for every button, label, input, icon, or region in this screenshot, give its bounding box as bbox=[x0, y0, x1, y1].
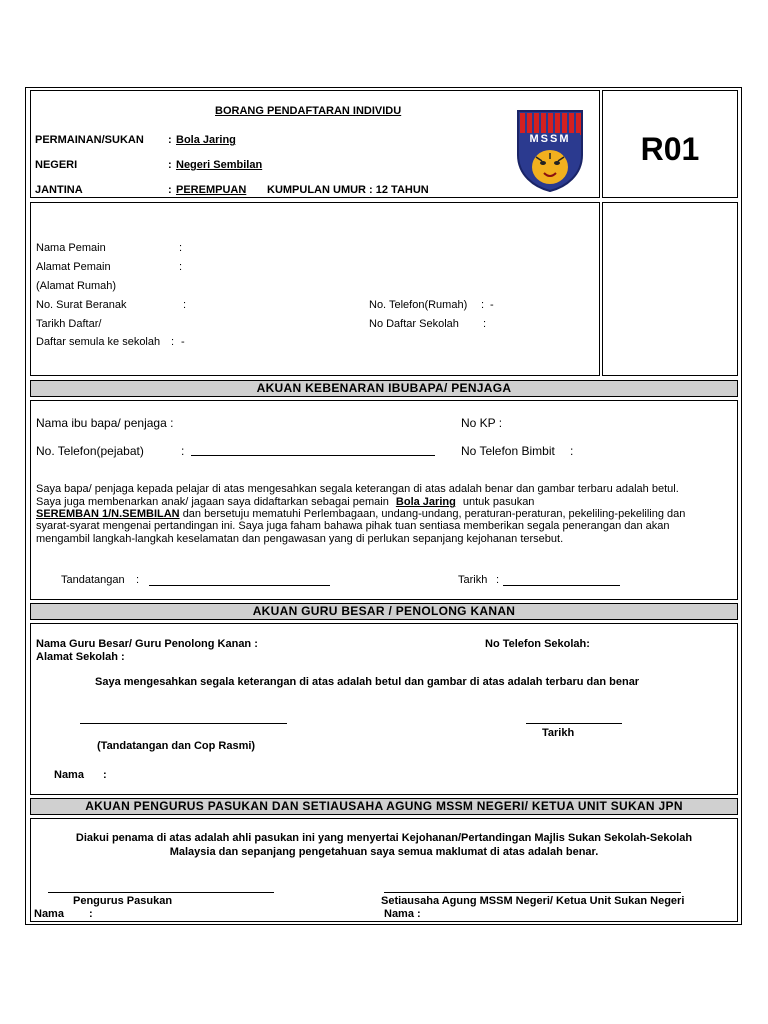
parent-signature-colon: : bbox=[136, 574, 140, 586]
parent-decl-3: dan bersetuju mematuhi Perlembagaan, undang-undang, peraturan-peraturan, pekeliling-pekeliling dan bbox=[182, 508, 686, 520]
manager-name-right: Nama : bbox=[384, 908, 421, 920]
reenroll-value: - bbox=[181, 336, 185, 348]
parent-signature-label: Tandatangan bbox=[61, 574, 125, 586]
team-manager-line[interactable] bbox=[48, 892, 274, 893]
home-address-label: (Alamat Rumah) bbox=[36, 280, 117, 292]
headmaster-signature-line[interactable] bbox=[80, 723, 287, 724]
parent-decl-3-row bbox=[36, 508, 685, 520]
manager-decl-1: Diakui penama di atas adalah ahli pasukan ini yang menyertai Kejohanan/Pertandingan Majlis Sukan Sekolah-Sekolah bbox=[75, 832, 693, 844]
state-label: NEGERI bbox=[35, 159, 78, 171]
state-value: Negeri Sembilan bbox=[176, 159, 263, 171]
parent-decl-5: mengambil langkah-langkah keselamatan dan pengawasan yang di perlukan sepanjang kejohanan tersebut. bbox=[36, 533, 564, 545]
photo-box bbox=[602, 202, 738, 376]
parent-ic-label: No KP : bbox=[461, 416, 503, 430]
headmaster-name-colon: : bbox=[103, 769, 107, 781]
manager-section-title: AKUAN PENGURUS PASUKAN DAN SETIAUSAHA AGUNG MSSM NEGERI/ KETUA UNIT SUKAN JPN bbox=[30, 798, 738, 815]
headmaster-name-caption: Nama bbox=[54, 769, 84, 781]
reg-date-label: Tarikh Daftar/ bbox=[36, 318, 102, 330]
parent-decl-team: SEREMBAN 1/N.SEMBILAN bbox=[36, 508, 180, 520]
parent-decl-2a: Saya juga membenarkan anak/ jagaan saya didaftarkan sebagai pemain bbox=[36, 496, 389, 508]
parent-date-colon: : bbox=[496, 574, 500, 586]
mssm-logo bbox=[516, 109, 584, 193]
reenroll-label: Daftar semula ke sekolah bbox=[36, 336, 161, 348]
sport-value: Bola Jaring bbox=[176, 134, 236, 146]
parent-decl-2 bbox=[36, 496, 534, 508]
headmaster-section-title: AKUAN GURU BESAR / PENOLONG KANAN bbox=[30, 603, 738, 620]
gender-colon: : bbox=[168, 184, 172, 196]
headmaster-name-label: Nama Guru Besar/ Guru Penolong Kanan : bbox=[36, 638, 258, 650]
parent-section-title: AKUAN KEBENARAN IBUBAPA/ PENJAGA bbox=[30, 380, 738, 397]
state-colon: : bbox=[168, 159, 172, 171]
player-name-label: Nama Pemain bbox=[36, 242, 106, 254]
manager-decl-2: Malaysia dan sepanjang pengetahuan saya semua maklumat di atas adalah benar. bbox=[169, 846, 599, 858]
office-phone-line[interactable] bbox=[191, 455, 435, 456]
office-phone-label: No. Telefon(pejabat) bbox=[36, 444, 144, 458]
office-phone-colon: : bbox=[181, 444, 185, 458]
headmaster-signature-caption: (Tandatangan dan Cop Rasmi) bbox=[97, 740, 256, 752]
player-address-colon: : bbox=[179, 261, 183, 273]
parent-decl-sport: Bola Jaring bbox=[395, 496, 456, 508]
parent-decl-4: syarat-syarat mengenai pertandingan ini. Saya juga faham bahawa pihak tuan sentiasa memberikan segala penerangan dan akan bbox=[36, 520, 670, 532]
sport-label: PERMAINAN/SUKAN bbox=[35, 134, 144, 146]
form-title: BORANG PENDAFTARAN INDIVIDU bbox=[215, 105, 402, 117]
mobile-colon: : bbox=[570, 444, 574, 458]
parent-signature-line[interactable] bbox=[149, 585, 330, 586]
manager-name-left: Nama bbox=[34, 908, 64, 920]
age-group: KUMPULAN UMUR : 12 TAHUN bbox=[267, 184, 429, 196]
school-phone-label: No Telefon Sekolah: bbox=[485, 638, 590, 650]
phone-home-value: - bbox=[490, 299, 494, 311]
headmaster-date-line[interactable] bbox=[526, 723, 622, 724]
player-address-label: Alamat Pemain bbox=[36, 261, 111, 273]
phone-home-label: No. Telefon(Rumah) bbox=[369, 299, 468, 311]
headmaster-declaration: Saya mengesahkan segala keterangan di atas adalah betul dan gambar di atas adalah terbaru dan benar bbox=[95, 676, 640, 688]
headmaster-date-caption: Tarikh bbox=[542, 727, 575, 739]
gender-value: PEREMPUAN bbox=[176, 184, 247, 196]
phone-home-colon: : bbox=[481, 299, 485, 311]
school-address-label: Alamat Sekolah : bbox=[36, 651, 125, 663]
parent-decl-1: Saya bapa/ penjaga kepada pelajar di atas mengesahkan segala keterangan di atas adalah benar dan gambar terbaru adalah betul. bbox=[36, 483, 679, 495]
birth-cert-colon: : bbox=[183, 299, 187, 311]
mobile-label: No Telefon Bimbit bbox=[461, 444, 555, 458]
sport-colon: : bbox=[168, 134, 172, 146]
gender-label: JANTINA bbox=[35, 184, 83, 196]
form-code: R01 bbox=[640, 131, 700, 167]
parent-name-label: Nama ibu bapa/ penjaga : bbox=[36, 416, 174, 430]
parent-date-label: Tarikh bbox=[458, 574, 488, 586]
birth-cert-label: No. Surat Beranak bbox=[36, 299, 127, 311]
logo-text: MSSM bbox=[529, 133, 571, 145]
secretary-line[interactable] bbox=[384, 892, 681, 893]
school-reg-label: No Daftar Sekolah bbox=[369, 318, 459, 330]
reenroll-colon: : bbox=[171, 336, 175, 348]
manager-name-left-colon: : bbox=[89, 908, 93, 920]
team-manager-label: Pengurus Pasukan bbox=[73, 895, 173, 907]
player-name-colon: : bbox=[179, 242, 183, 254]
secretary-label: Setiausaha Agung MSSM Negeri/ Ketua Unit Sukan Negeri bbox=[381, 895, 685, 907]
parent-date-line[interactable] bbox=[503, 585, 620, 586]
parent-decl-2b: untuk pasukan bbox=[462, 496, 535, 508]
school-reg-colon: : bbox=[483, 318, 487, 330]
